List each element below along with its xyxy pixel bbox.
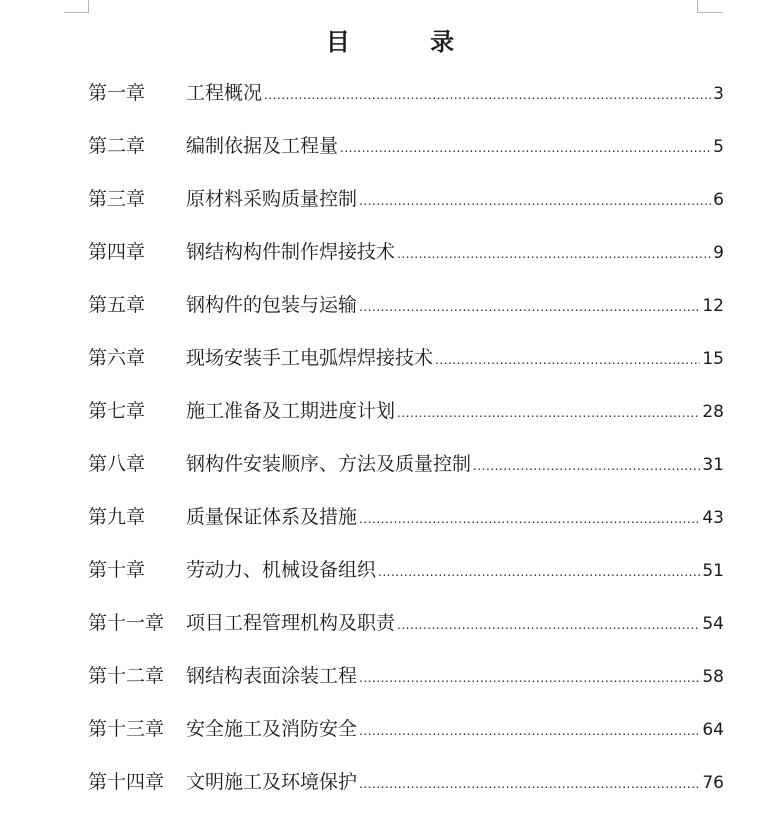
toc-chapter: 第九章 xyxy=(88,506,146,528)
toc-page-number: 54 xyxy=(702,614,724,634)
toc-chapter: 第一章 xyxy=(88,82,146,104)
toc-chapter: 第十三章 xyxy=(88,718,165,740)
toc-entry[interactable] xyxy=(88,659,724,712)
toc-entry[interactable] xyxy=(88,394,724,447)
toc-entry[interactable] xyxy=(88,447,724,500)
toc-chapter: 第十章 xyxy=(88,559,146,581)
toc-entry[interactable] xyxy=(88,76,724,129)
dot-leader xyxy=(397,608,700,642)
toc-entry[interactable] xyxy=(88,235,724,288)
toc-chapter: 第二章 xyxy=(88,135,146,157)
toc-entry[interactable] xyxy=(88,712,724,765)
toc-chapter: 第六章 xyxy=(88,347,146,369)
crop-mark-top-right xyxy=(697,0,722,13)
toc-entry[interactable] xyxy=(88,606,724,659)
toc-title: 目 录 xyxy=(325,27,491,56)
toc-page-number: 76 xyxy=(702,773,724,793)
toc-chapter: 第十四章 xyxy=(88,771,165,793)
toc-entry-title: 劳动力、机械设备组织 xyxy=(186,559,377,581)
dot-leader xyxy=(435,343,700,377)
toc-chapter: 第四章 xyxy=(88,241,146,263)
toc-chapter: 第五章 xyxy=(88,294,146,316)
toc-entry-title: 钢结构构件制作焊接技术 xyxy=(186,241,396,263)
toc-page-number: 5 xyxy=(713,137,724,157)
table-of-contents xyxy=(88,76,724,818)
toc-entry-title: 工程概况 xyxy=(186,82,263,104)
toc-entry[interactable] xyxy=(88,500,724,553)
dot-leader xyxy=(359,184,711,218)
crop-mark-top-left xyxy=(64,0,89,13)
toc-page-number: 58 xyxy=(702,667,724,687)
toc-entry-title: 现场安装手工电弧焊焊接技术 xyxy=(186,347,434,369)
dot-leader xyxy=(378,555,700,589)
toc-entry-title: 钢构件的包装与运输 xyxy=(186,294,358,316)
toc-entry[interactable] xyxy=(88,288,724,341)
toc-chapter: 第七章 xyxy=(88,400,146,422)
toc-page-number: 64 xyxy=(702,720,724,740)
toc-entry[interactable] xyxy=(88,765,724,818)
toc-page-number: 12 xyxy=(702,296,724,316)
dot-leader xyxy=(340,131,711,165)
toc-entry-title: 项目工程管理机构及职责 xyxy=(186,612,396,634)
dot-leader xyxy=(397,396,700,430)
toc-entry[interactable] xyxy=(88,341,724,394)
toc-page-number: 15 xyxy=(702,349,724,369)
toc-page-number: 51 xyxy=(702,561,724,581)
dot-leader xyxy=(359,502,700,536)
toc-entry-title: 编制依据及工程量 xyxy=(186,135,339,157)
dot-leader xyxy=(264,78,711,112)
toc-entry-title: 质量保证体系及措施 xyxy=(186,506,358,528)
toc-entry-title: 钢构件安装顺序、方法及质量控制 xyxy=(186,453,472,475)
toc-page-number: 31 xyxy=(702,455,724,475)
dot-leader xyxy=(359,290,700,324)
toc-page-number: 9 xyxy=(713,243,724,263)
toc-entry[interactable] xyxy=(88,182,724,235)
toc-chapter: 第十二章 xyxy=(88,665,165,687)
toc-chapter: 第八章 xyxy=(88,453,146,475)
toc-page-number: 6 xyxy=(713,190,724,210)
toc-entry[interactable] xyxy=(88,553,724,606)
toc-entry-title: 安全施工及消防安全 xyxy=(186,718,358,740)
toc-entry-title: 施工准备及工期进度计划 xyxy=(186,400,396,422)
toc-chapter: 第十一章 xyxy=(88,612,165,634)
toc-entry-title: 钢结构表面涂装工程 xyxy=(186,665,358,687)
dot-leader xyxy=(473,449,700,483)
toc-page-number: 3 xyxy=(713,84,724,104)
dot-leader xyxy=(359,714,700,748)
dot-leader xyxy=(397,237,711,271)
toc-entry-title: 文明施工及环境保护 xyxy=(186,771,358,793)
dot-leader xyxy=(359,661,700,695)
dot-leader xyxy=(359,767,700,801)
toc-chapter: 第三章 xyxy=(88,188,146,210)
toc-entry[interactable] xyxy=(88,129,724,182)
toc-entry-title: 原材料采购质量控制 xyxy=(186,188,358,210)
toc-page-number: 43 xyxy=(702,508,724,528)
toc-page-number: 28 xyxy=(702,402,724,422)
